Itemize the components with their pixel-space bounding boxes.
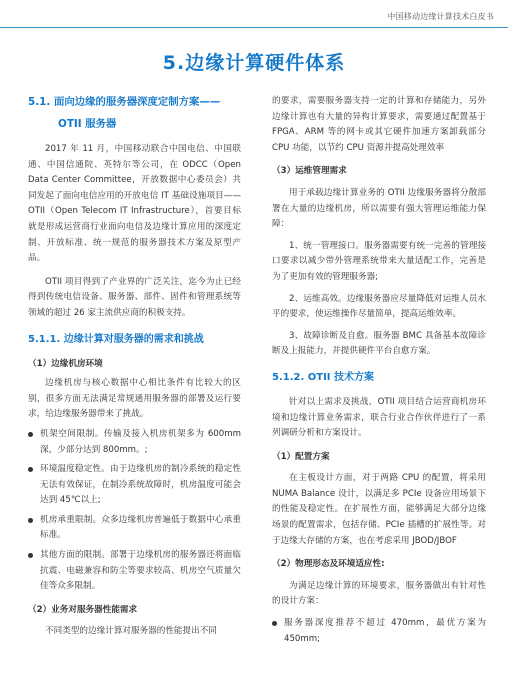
list-item-text: 服务器深度推荐不超过 470mm，最优方案为 450mm;	[284, 618, 486, 644]
header-divider	[0, 27, 508, 28]
paragraph-otii-intro: 2017 年 11 月，中国移动联合中国电信、中国联通、中国信通院、英特尔等公司，在 ODCC（Open Data Center Committee，开放数据中心委员会）共同发起了面向电信应用的开放电信 IT 基础设施项目——OTII（Open Telecom IT Infrastructure），首要目标就是形成运营商行业面向电信及边缘计算应用的深度定制、开放标准、统一规范的服务器技术方案及原型产品。	[28, 144, 241, 264]
list-item	[28, 548, 241, 595]
paragraph-tech-solution: 针对以上需求及挑战，OTII 项目结合运营商机房环境和边缘计算业务需求，联合行业合作伙伴进行了一系列调研分析和方案设计。	[272, 396, 486, 439]
heading-ops-management: （3）运维管理需求	[272, 166, 347, 177]
list-item-text: 环境温度稳定性。由于边缘机房的制冷系统的稳定性无法有效保证，在制冷系统故障时，机房温度可能会达到 45℃以上;	[40, 464, 241, 506]
ops-item-efficient-ops: 2、运维高效。边缘服务器应尽量降低对运维人员水平的要求，使运维操作尽量简单，提高运维效率。	[272, 293, 486, 320]
paragraph-server-performance: 不同类型的边缘计算对服务器的性能提出不同	[45, 626, 217, 637]
ops-item-unified-interface: 1、统一管理接口。服务器需要有统一完善的管理接口要求以减少带外管理系统带来大量适配工作，完善是为了更加有效的管理服务器;	[272, 240, 486, 282]
heading-physical-form: （2）物理形态及环境适应性:	[272, 559, 385, 570]
list-item-text: 其他方面的限制。部署于边缘机房的服务器还将面临抗震、电磁兼容和防尘等要求较高、机房空气质量欠佳等众多限制。	[40, 550, 241, 592]
paragraph-otii-support: OTII 项目得到了产业界的广泛关注，迄今为止已经得到传统电信设备、服务器、部件、固件和管理系统等领域的超过 26 家主流供应商的积极支持。	[28, 276, 241, 318]
heading-edge-room-environment: （1）边缘机房环境	[28, 358, 103, 369]
bullet-dot-icon	[272, 621, 277, 626]
paragraph-config-solution: 在主板设计方面，对于两路 CPU 的配置，将采用 NUMA Balance 设计，以满足多 PCIe 设备应用场景下的性能及稳定性。在扩展性方面，能够满足大部分边缘场景的配置需求，包括存储、PCIe 插槽的扩展性等。对于边缘大存储的方案，也在考虑采用 JBOD/JBOF	[272, 473, 486, 546]
list-item	[28, 462, 241, 509]
list-item	[272, 616, 486, 647]
paragraph-performance-continued: 的要求，需要服务器支持一定的计算和存储能力，另外边缘计算也有大量的异构计算要求，需要通过配置基于 FPGA、ARM 等的网卡或其它硬件加速方案卸载部分 CPU 功能，以节约 CPU 资源并提高处理效率	[272, 96, 486, 153]
list-item-text: 机房承重限制。众多边缘机房普遍低于数据中心承重标准。	[40, 514, 241, 541]
right-column	[272, 94, 486, 647]
ops-item-fault-diagnosis: 3、故障诊断及自愈。服务器 BMC 具备基本故障诊断及上报能力，并提供硬件平台自愈方案。	[272, 330, 486, 357]
section-5-1-1-title: 5.1.1. 边缘计算对服务器的需求和挑战	[28, 333, 204, 345]
heading-server-performance: （2）业务对服务器性能需求	[28, 604, 138, 615]
paragraph-edge-room-environment: 边缘机房与核心数据中心相比条件有比较大的区别，很多方面无法满足常规通用服务器的部署及运行要求，给边缘服务器带来了挑战。	[28, 378, 241, 420]
section-5-1-title	[28, 94, 241, 132]
chapter-title: 5.边缘计算硬件体系	[162, 52, 346, 74]
paragraph-ops-management: 用于承载边缘计算业务的 OTII 边缘服务器将分散部署在大量的边缘机房，所以需要有强大管理运维能力保障：	[272, 187, 486, 230]
list-item-text: 机架空间限制。传输及接入机房机架多为 600mm 深，少部分达到 800mm。;	[40, 428, 241, 455]
section-5-1-2-title: 5.1.2. OTII 技术方案	[272, 371, 374, 383]
paragraph-physical-form: 为满足边缘计算的环境要求，服务器做出有针对性的设计方案：	[272, 580, 486, 607]
left-column	[28, 94, 241, 640]
bullet-dot-icon	[28, 518, 33, 523]
heading-config-solution: （1）配置方案	[272, 451, 330, 462]
list-item	[28, 427, 241, 458]
bullet-dot-icon	[28, 432, 33, 437]
section-5-1-title-line1: 5.1. 面向边缘的服务器深度定制方案——	[28, 96, 221, 108]
list-item	[28, 513, 241, 544]
section-5-1-title-line2: OTII 服务器	[58, 118, 117, 130]
bullet-dot-icon	[28, 467, 33, 472]
header-book-title: 中国移动边缘计算技术白皮书	[387, 12, 494, 21]
bullet-dot-icon	[28, 553, 33, 558]
